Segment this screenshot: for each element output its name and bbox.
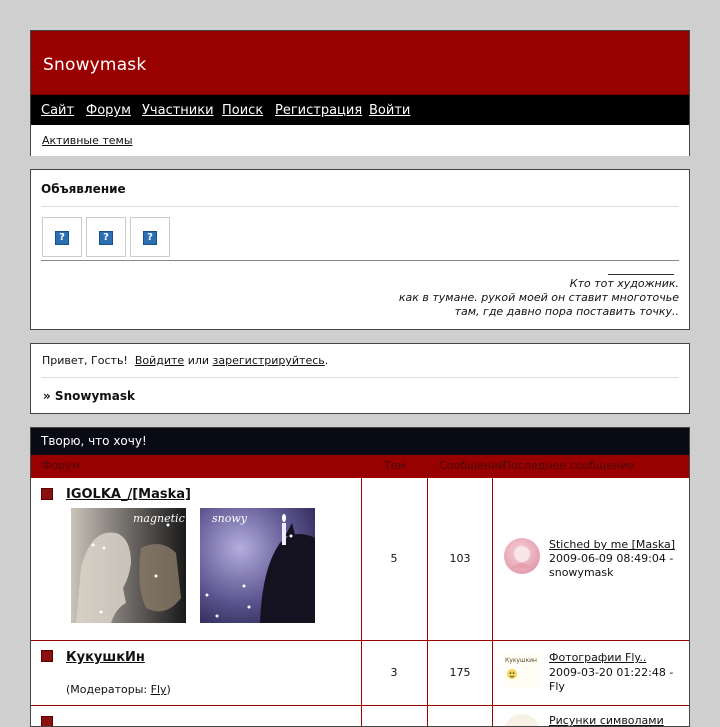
last-post-link[interactable]: Stiched by me [Maska]	[549, 538, 676, 551]
topics-count: 5	[390, 552, 398, 565]
col-topics: Тем	[384, 459, 406, 472]
forum-image-snowy	[200, 508, 315, 623]
sub-nav	[31, 125, 689, 156]
nav-search[interactable]: Поиск	[222, 103, 264, 118]
nav-site[interactable]: Сайт	[41, 103, 75, 118]
forum-category	[30, 427, 690, 727]
posts-count: 103	[449, 552, 471, 565]
moderators	[66, 683, 171, 696]
poem-line-1: Кто тот художник.	[569, 277, 679, 290]
divider	[41, 206, 679, 207]
forum-row	[31, 641, 689, 706]
welcome-panel	[30, 343, 690, 414]
broken-image-1	[42, 217, 82, 257]
last-post-link[interactable]: Фотографии Fly..	[549, 651, 647, 664]
register-link[interactable]: зарегистрируйтесь	[212, 354, 325, 367]
col-forum: Форум	[42, 459, 80, 472]
login-link[interactable]: Войдите	[134, 354, 185, 367]
divider	[41, 377, 679, 378]
category-header	[31, 428, 689, 455]
forum-status-icon	[41, 716, 53, 727]
main-nav	[31, 95, 689, 125]
dot: .	[324, 354, 329, 367]
poem-line-3: там, где давно пора поставить точку..	[454, 305, 679, 318]
or-text: или	[187, 354, 210, 367]
question-icon: ?	[55, 231, 69, 245]
announcement-panel	[30, 169, 690, 330]
forum-row	[31, 478, 689, 641]
nav-members[interactable]: Участники	[142, 103, 214, 118]
active-topics-link[interactable]: Активные темы	[42, 134, 133, 147]
broken-image-2	[86, 217, 126, 257]
col-last-post: Последнее сообщение	[503, 459, 635, 472]
topics-count: 3	[390, 666, 398, 679]
divider	[41, 260, 679, 261]
last-post-date: 2009-03-20 01:22:48 -	[549, 666, 674, 679]
forum-status-icon	[41, 488, 53, 500]
title-bar	[31, 31, 689, 95]
moderators-close: )	[166, 683, 171, 696]
forum-image-magnetic	[71, 508, 186, 623]
avatar-caption: Кукушкин	[505, 657, 537, 664]
broken-image-3	[130, 217, 170, 257]
moderator-link[interactable]: Fly	[150, 683, 167, 696]
question-icon: ?	[99, 231, 113, 245]
last-post-user[interactable]: snowymask	[549, 566, 614, 579]
poem-line-2: как в тумане. рукой моей он ставит многоточье	[398, 291, 679, 304]
user-avatar[interactable]	[504, 653, 540, 689]
last-post-date: 2009-06-09 08:49:04 -	[549, 552, 674, 565]
question-icon: ?	[143, 231, 157, 245]
nav-register[interactable]: Регистрация	[275, 103, 363, 118]
user-avatar[interactable]	[504, 538, 540, 574]
user-avatar[interactable]	[504, 714, 540, 727]
last-post-link[interactable]: Рисунки символами	[549, 714, 664, 727]
announcement-title: Объявление	[41, 182, 126, 196]
moderators-label: (Модераторы:	[66, 683, 148, 696]
site-title[interactable]: Snowymask	[43, 55, 147, 75]
category-title[interactable]: Творю, что хочу!	[41, 434, 147, 448]
forum-status-icon	[41, 650, 53, 662]
divider-short	[608, 274, 674, 275]
posts-count: 175	[449, 666, 471, 679]
forum-link[interactable]: КукушкИн	[66, 650, 145, 665]
column-headers	[31, 455, 689, 478]
welcome-line	[42, 354, 328, 367]
site-header	[30, 30, 690, 156]
thumb-caption: snowy	[212, 512, 247, 525]
nav-forum[interactable]: Форум	[86, 103, 131, 118]
col-posts: Сообщений	[439, 459, 506, 472]
nav-login[interactable]: Войти	[369, 103, 411, 118]
last-post-user[interactable]: Fly	[549, 680, 565, 693]
greeting: Привет, Гость!	[42, 354, 128, 367]
breadcrumb: » Snowymask	[43, 389, 135, 403]
forum-link[interactable]: IGOLKA_/[Maska]	[66, 487, 191, 502]
forum-row	[31, 706, 689, 727]
thumb-caption: magnetic	[133, 512, 185, 525]
